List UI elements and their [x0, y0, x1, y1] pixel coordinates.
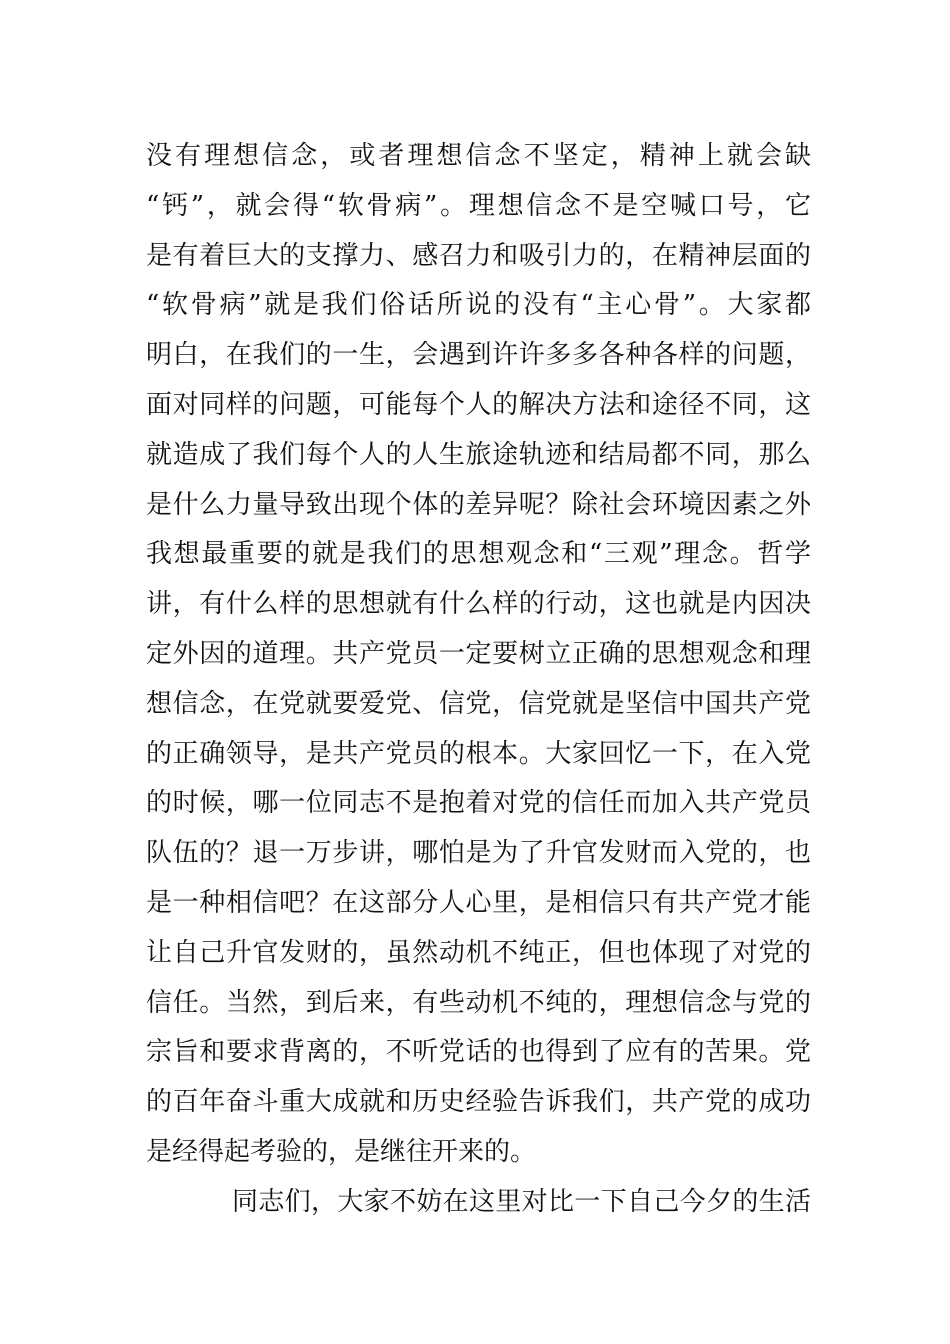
text-line: 的时候，哪一位同志不是抱着对党的信任而加入共产党员 [146, 788, 811, 819]
body-text [146, 132, 811, 1228]
text-line: 定外因的道理。共产党员一定要树立正确的思想观念和理 [146, 638, 811, 669]
text-line: 明白，在我们的一生，会遇到许许多多各种各样的问题， [146, 340, 811, 371]
text-line: 没有理想信念，或者理想信念不坚定，精神上就会缺 [146, 141, 811, 171]
text-line: 的百年奋斗重大成就和历史经验告诉我们，共产党的成功 [146, 1087, 811, 1118]
text-line: 是一种相信吧？在这部分人心里，是相信只有共产党才能 [146, 887, 811, 918]
text-line: 是什么力量导致出现个体的差异呢？除社会环境因素之外 [146, 489, 811, 520]
text-line: 让自己升官发财的，虽然动机不纯正，但也体现了对党的 [146, 937, 811, 968]
text-line: 是有着巨大的支撑力、感召力和吸引力的，在精神层面的 [146, 240, 811, 271]
paragraph-2 [146, 1178, 811, 1228]
text-line: 想信念，在党就要爱党、信党，信党就是坚信中国共产党 [146, 688, 811, 719]
paragraph-1 [146, 132, 811, 1178]
text-line: 队伍的？退一万步讲，哪怕是为了升官发财而入党的，也 [146, 838, 811, 869]
text-line: 宗旨和要求背离的，不听党话的也得到了应有的苦果。党 [146, 1037, 811, 1068]
text-line: 信任。当然，到后来，有些动机不纯的，理想信念与党的 [146, 987, 811, 1018]
text-line-indented: 同志们，大家不妨在这里对比一下自己今夕的生活 [232, 1186, 811, 1217]
text-line: 就造成了我们每个人的人生旅途轨迹和结局都不同，那么 [146, 439, 811, 470]
text-line: “软骨病”就是我们俗话所说的没有“主心骨”。大家都 [146, 290, 811, 321]
text-line: “钙”，就会得“软骨病”。理想信念不是空喊口号，它 [146, 190, 811, 221]
text-line: 我想最重要的就是我们的思想观念和“三观”理念。哲学 [146, 539, 811, 570]
text-line: 讲，有什么样的思想就有什么样的行动，这也就是内因决 [146, 589, 811, 620]
text-line: 面对同样的问题，可能每个人的解决方法和途径不同，这 [146, 389, 811, 420]
text-line: 的正确领导，是共产党员的根本。大家回忆一下，在入党 [146, 738, 811, 769]
text-line-last: 是经得起考验的，是继往开来的。 [146, 1136, 537, 1167]
